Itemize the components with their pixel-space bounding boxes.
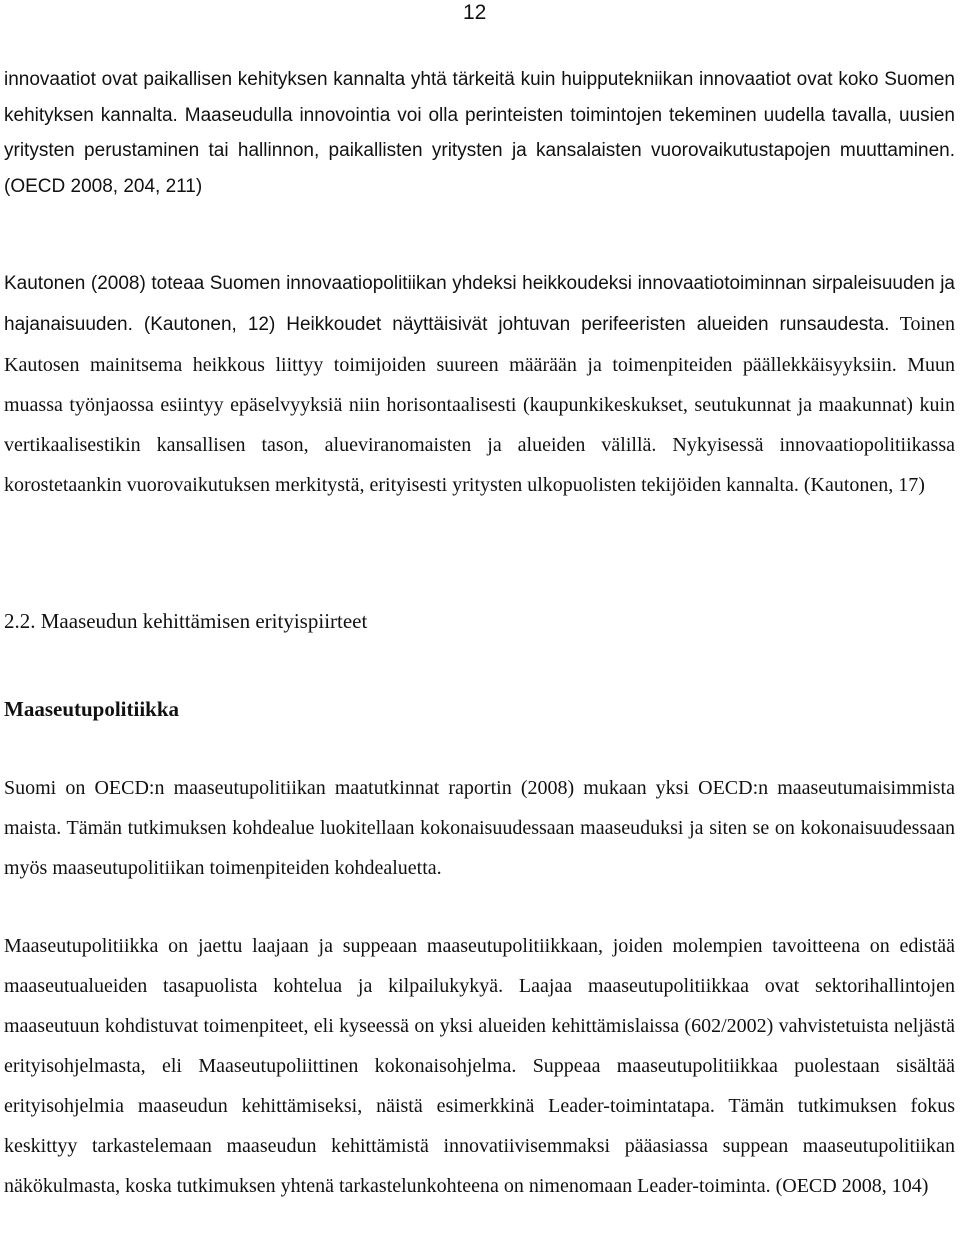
paragraph-kautonen-serif-part: Toinen Kautosen mainitsema heikkous liittyy toimijoiden suureen määrään ja toimenpiteiden päällekkäisyyksiin. [4,313,955,376]
page-number: 12 [463,1,487,24]
subheading-maaseutupolitiikka: Maaseutupolitiikka [4,697,180,721]
section-heading: 2.2. Maaseudun kehittämisen erityispiirteet [4,609,368,633]
paragraph-kautonen [4,263,955,505]
paragraph-kautonen-sans-part: Kautonen (2008) toteaa Suomen innovaatiopolitiikan yhdeksi heikkoudeksi innovaatiotoiminnan sirpaleisuuden ja hajanaisuuden. (Kautonen, 12) Heikkoudet näyttäisivät johtuvan perifeeristen alueiden runsaudesta. [4,273,955,335]
paragraph-innovation-local: innovaatiot ovat paikallisen kehityksen kannalta yhtä tärkeitä kuin huipputekniikan innovaatiot ovat koko Suomen kehityksen kannalta. Maaseudulla innovointia voi olla perinteisten toimintojen tekeminen uudella tavalla, uusien yritysten perustaminen tai hallinnon, paikallisten yritysten ja kansalaisten vuorovaikutustapojen muuttaminen. (OECD 2008, 204, 211) [4,69,955,197]
paragraph-rural-policy: Maaseutupolitiikka on jaettu laajaan ja suppeaan maaseutupolitiikkaan, joiden molempien tavoitteena on edistää maaseutualueiden tasapuolista kohtelua ja kilpailukykyä. Laajaa maaseutupolitiikkaa ovat sektorihallintojen maaseutuun kohdistuvat toimenpiteet, eli kyseessä on yksi alueiden kehittämislaissa (602/2002) vahvistetuista neljästä erityisohjelmasta, eli Maaseutupoliittinen kokonaisohjelma. Suppeaa maaseutupolitiikkaa puolestaan sisältää erityisohjelmia maaseudun kehittämiseksi, näistä esimerkkinä Leader-toimintatapa. Tämän tutkimuksen fokus keskittyy tarkastelemaan maaseudun kehittämistä innovatiivisemmaksi pääasiassa suppean maaseutupolitiikan näkökulmasta, koska tutkimuksen yhtenä tarkastelunkohteena on nimenomaan Leader-toiminta. (OECD 2008, 104) [4,935,955,1197]
paragraph-oecd-rural: Suomi on OECD:n maaseutupolitiikan maatutkinnat raportin (2008) mukaan yksi OECD:n maaseutumaisimmista maista. Tämän tutkimuksen kohdealue luokitellaan kokonaisuudessaan maaseuduksi ja siten se on kokonaisuudessaan myös maaseutupolitiikan toimenpiteiden kohdealuetta. [4,777,955,879]
paragraph-kautonen-serif-part-2: Muun muassa työnjaossa esiintyy epäselvyyksiä niin horisontaalisesti (kaupunkikeskukset, seutukunnat ja maakunnat) kuin vertikaalisestikin kansallisen tason, alueviranomaisten ja alueiden välillä. Nykyisessä innovaatiopolitiikassa korostetaankin vuorovaikutuksen merkitystä, erityisesti yritysten ulkopuolisten tekijöiden kannalta. (Kautonen, 17) [4,354,955,496]
